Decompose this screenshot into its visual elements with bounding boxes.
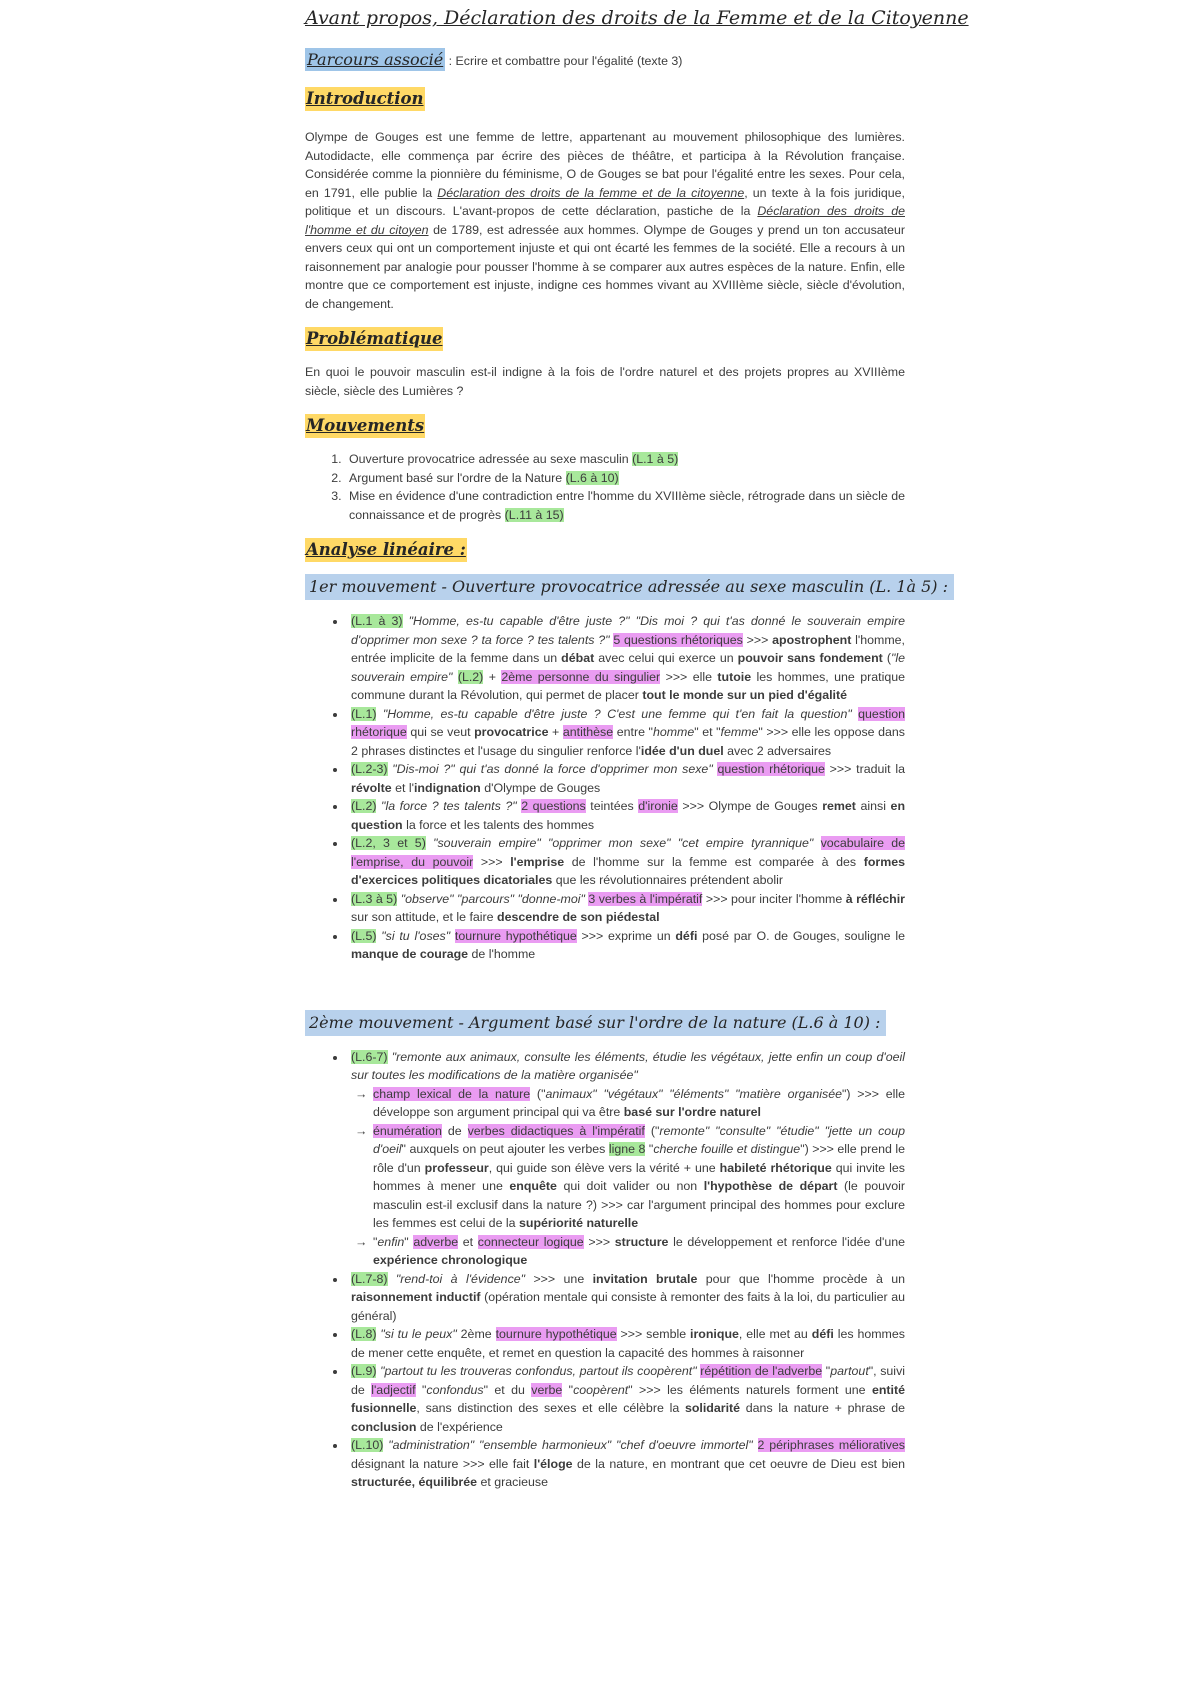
text-span: (L.3 à 5) <box>351 891 398 906</box>
text-span: l'éloge <box>533 1456 573 1471</box>
text-span: les hommes de mener cette enquête, et remet en question la capacité des hommes à raisonner <box>351 1327 905 1360</box>
text-span: 2ème <box>456 1327 496 1341</box>
text-span: invitation brutale <box>592 1271 698 1286</box>
text-span: ") >>> elle développe son argument principal qui va être <box>373 1086 906 1119</box>
text-span: "la force ? tes talents ?" <box>376 799 522 813</box>
text-span: (le pouvoir masculin est-il exclusif dans la nature ?) >>> car l'argument principal des hommes pour exclure les femmes est celui de la <box>373 1179 906 1230</box>
text-span: de l'homme sur la femme est comparée à des <box>564 854 864 869</box>
text-span: désignant la nature >>> elle fait <box>351 1456 534 1471</box>
text-span: >>> pour inciter l'homme <box>702 891 846 906</box>
text-span: descendre de son piédestal <box>497 910 660 924</box>
text-span: dans la nature + phrase de <box>740 1401 905 1415</box>
text-span: + <box>548 725 563 739</box>
text-span: débat <box>561 651 595 665</box>
intro-work-title-2: Déclaration des droits de l'homme et du citoyen <box>305 204 905 237</box>
text-span: remet <box>822 799 856 813</box>
text-span: ligne 8 <box>608 1142 646 1156</box>
text-span: + <box>483 669 502 684</box>
text-span: 2ème personne du singulier <box>501 669 661 684</box>
text-span: formes d'exercices politiques dicatoriales <box>351 854 906 887</box>
text-span: manque de courage <box>351 947 469 961</box>
text-span: confondus <box>426 1382 484 1397</box>
text-span: structure <box>614 1234 669 1249</box>
text-span: (" <box>530 1086 546 1101</box>
text-span: "administration" "ensemble harmonieux" "chef d'oeuvre immortel" <box>383 1438 758 1452</box>
text-span: "Dis-moi ?" qui t'as donné la force d'opprimer mon sexe" <box>387 762 718 776</box>
text-span: (L.2) <box>457 669 484 684</box>
text-span: à réfléchir <box>845 891 905 906</box>
text-span: (L.1) <box>351 706 377 721</box>
text-span: le développement et renforce l'idée d'une <box>668 1234 906 1249</box>
list-item <box>345 469 905 488</box>
text-span: sur son attitude, et le faire <box>351 910 498 924</box>
text-span: l'emprise <box>510 854 565 869</box>
text-span: (L.2) <box>351 799 377 813</box>
list-item <box>347 1362 905 1436</box>
document-title: Avant propos, Déclaration des droits de la Femme et de la Citoyenne <box>305 7 969 29</box>
text-span: animaux" "végétaux" "éléments" "matière organisée <box>545 1086 842 1101</box>
text-span: (opération mentale qui consiste à remonter des faits à la loi, du particulier au général) <box>351 1290 905 1323</box>
text-span: défi <box>675 928 698 943</box>
text-span: " <box>822 1364 831 1378</box>
text-span: "souverain empire" "opprimer mon sexe" "cet empire tyrannique" <box>425 836 821 850</box>
text-span: " <box>645 1142 654 1156</box>
text-span: remonte" "consulte" "étudie" "jette un coup d'oeil <box>373 1123 905 1156</box>
text-span: question rhétorique <box>351 706 905 739</box>
text-span: "si tu l'oses" <box>376 928 455 943</box>
list-item <box>347 705 905 761</box>
text-span: avec 2 adversaires <box>723 743 832 758</box>
list-item <box>347 760 905 797</box>
text-span: et gracieuse <box>477 1475 548 1489</box>
problematique-heading: Problématique <box>305 327 443 351</box>
introduction-paragraph <box>305 128 905 313</box>
introduction-heading: Introduction <box>305 87 425 111</box>
text-span: (L.10) <box>351 1438 384 1452</box>
text-span: qui doit valider ou non <box>556 1179 704 1193</box>
text-span: >>> Olympe de Gouges <box>677 799 823 813</box>
intro-text-1: Olympe de Gouges est une femme de lettre, appartenant au mouvement philosophique des lumières. Autodidacte, elle commença par écrire des pièces de théâtre, et participa à la Révolution française. Considérée comme la pionnière du féminisme, O de Gouges se bat pour l'égalité entre les sexes. Pour cela, en 1791, elle publie la <box>305 130 905 200</box>
text-span <box>452 670 457 684</box>
line-ref: (L.11 à 15) <box>504 507 564 522</box>
parcours-label: Parcours associé <box>307 50 444 69</box>
text-span: verbes didactiques à l'impératif <box>467 1123 645 1138</box>
text-span: , elle met au <box>738 1327 812 1341</box>
text-span: 2 questions <box>521 799 586 813</box>
intro-work-title-1: Déclaration des droits de la femme et de la citoyenne <box>437 185 745 200</box>
text-span: , sans distinction des sexes et elle célèbre la <box>416 1401 685 1415</box>
text-span: les hommes, une pratique commune durant la Révolution, qui permet de placer <box>351 669 905 702</box>
text-span: ainsi <box>855 799 891 813</box>
text-span: supériorité naturelle <box>519 1216 639 1230</box>
list-item <box>347 1436 905 1492</box>
text-span: teintées <box>585 799 639 813</box>
text-span: "remonte aux animaux, consulte les éléments, étudie les végétaux, jette enfin un coup d'oeil sur toutes les modifications de la matière organisée" <box>351 1049 905 1082</box>
text-span: connecteur logique <box>477 1234 584 1249</box>
text-span: raisonnement inductif <box>351 1290 481 1304</box>
text-span: >>> exprime un <box>576 928 676 943</box>
list-item <box>345 450 905 469</box>
text-span: (L.1 à 3) <box>351 614 403 628</box>
text-span: ") >>> elle prend le rôle d'un <box>373 1142 906 1175</box>
text-span: homme <box>652 725 695 739</box>
text-span: d'ironie <box>638 799 678 813</box>
text-span: >>> semble <box>616 1327 691 1341</box>
text-span: entité fusionnelle <box>351 1382 905 1415</box>
text-span: " <box>415 1382 427 1397</box>
sub-list-item <box>373 1233 905 1270</box>
text-span: répétition de l'adverbe <box>700 1364 823 1378</box>
list-item <box>347 612 905 705</box>
text-span: " et du <box>483 1382 532 1397</box>
text-span: enquête <box>509 1179 557 1193</box>
text-span: adverbe <box>413 1234 459 1249</box>
text-span: conclusion <box>351 1419 417 1434</box>
text-span: révolte <box>351 780 392 795</box>
text-span: cherche fouille et distingue <box>653 1142 801 1156</box>
text-span: (L.8) <box>351 1327 377 1341</box>
text-span: (L.9) <box>351 1364 377 1378</box>
movement-2-heading: 2ème mouvement - Argument basé sur l'ordre de la nature (L.6 à 10) : <box>305 1010 886 1036</box>
text-span: structurée, équilibrée <box>351 1475 478 1489</box>
text-span: énumération <box>373 1123 442 1138</box>
text-span: avec celui qui exerce un <box>594 651 738 665</box>
text-span: l'homme, entrée implicite de la femme dans un <box>351 632 905 665</box>
text-span: partout <box>830 1364 869 1378</box>
text-span: apostrophent <box>772 632 852 647</box>
text-span: tutoie <box>717 669 752 684</box>
parcours-text: : Ecrire et combattre pour l'égalité (texte 3) <box>445 54 683 68</box>
text-span: " <box>562 1382 574 1397</box>
text-span: tout le monde sur un pied d'égalité <box>642 688 847 702</box>
text-span: question rhétorique <box>717 762 825 776</box>
text-span: 2 périphrases mélioratives <box>757 1438 905 1452</box>
text-span: de la nature, en montrant que cet oeuvre de Dieu est bien <box>572 1456 905 1471</box>
sub-list-item <box>373 1085 905 1122</box>
text-span: tournure hypothétique <box>454 928 577 943</box>
text-span: champ lexical de la nature <box>373 1086 531 1101</box>
text-span: solidarité <box>684 1401 741 1415</box>
text-span: "Homme, es-tu capable d'être juste ? C'est une femme qui t'en fait la question" <box>376 706 859 721</box>
text-span: d'Olympe de Gouges <box>480 780 601 795</box>
text-span: l'hypothèse de départ <box>703 1179 838 1193</box>
mouvements-section <box>305 414 905 524</box>
text-span: Mise en évidence d'une contradiction entre l'homme du XVIIIème siècle, rétrograde dans un siècle de connaissance et de progrès <box>349 489 905 522</box>
text-span: expérience chronologique <box>373 1253 528 1267</box>
text-span: (L.2-3) <box>351 762 388 776</box>
text-span: >>> traduit la <box>824 762 905 776</box>
movement-1-heading: 1er mouvement - Ouverture provocatrice adressée au sexe masculin (L. 1à 5) : <box>305 574 954 600</box>
text-span: de l'expérience <box>416 1419 503 1434</box>
text-span: professeur <box>424 1160 489 1175</box>
text-span: ", suivi de <box>351 1364 906 1397</box>
text-span: >>> elle <box>660 669 718 684</box>
text-span: " et " <box>694 725 721 739</box>
text-span: qui invite les hommes à mener une <box>373 1160 905 1193</box>
text-span: >>> <box>583 1234 615 1249</box>
movement-2-list <box>305 1048 905 1492</box>
text-span: tournure hypothétique <box>495 1327 617 1341</box>
text-span: enfin <box>377 1234 405 1249</box>
text-span: ( <box>882 651 891 665</box>
text-span: la force et les talents des hommes <box>402 817 595 832</box>
introduction-section <box>305 87 905 313</box>
text-span: " auxquels on peut ajouter les verbes <box>401 1142 609 1156</box>
list-item <box>347 797 905 834</box>
text-span: (L.5) <box>351 928 377 943</box>
text-span: , qui guide son élève vers la vérité + une <box>488 1160 720 1175</box>
text-span: indignation <box>413 780 481 795</box>
line-ref: (L.1 à 5) <box>632 452 679 466</box>
text-span: et l' <box>391 780 414 795</box>
text-span: (L.6-7) <box>351 1049 388 1064</box>
text-span: >>> <box>473 854 511 869</box>
movement-2 <box>305 1010 905 1492</box>
text-span: "si tu le peux" <box>376 1327 457 1341</box>
text-span: habileté rhétorique <box>719 1160 832 1175</box>
text-span: vocabulaire de l'emprise, du pouvoir <box>351 836 906 869</box>
text-span: " <box>404 1234 414 1249</box>
analyse-section <box>305 538 948 1492</box>
text-span: verbe <box>531 1382 563 1397</box>
text-span: " >>> elle les oppose dans 2 phrases distinctes et l'usage du singulier renforce l' <box>351 725 905 758</box>
sub-list-item <box>373 1122 905 1233</box>
text-span: " <box>373 1234 378 1249</box>
mouvements-heading: Mouvements <box>305 414 425 438</box>
text-span: >>> <box>742 632 773 647</box>
text-span: que les révolutionnaires prétendent abolir <box>552 873 784 887</box>
text-span: défi <box>811 1327 834 1341</box>
analyse-heading: Analyse linéaire : <box>305 538 467 562</box>
text-span: "Homme, es-tu capable d'être juste ?" "Dis moi ? qui t'as donné le souverain empire d'opprimer mon sexe ? ta force ? tes talents ?" <box>351 614 905 647</box>
text-span: pouvoir sans fondement <box>737 651 883 665</box>
text-span: (L.7-8) <box>351 1271 388 1286</box>
text-span: ironique <box>690 1327 739 1341</box>
text-span: (L.2, 3 et 5) <box>351 836 426 850</box>
text-span: de l'homme <box>468 947 536 961</box>
document-page <box>305 0 969 1492</box>
problematique-section <box>305 327 905 400</box>
text-span: provocatrice <box>474 725 549 739</box>
list-item <box>347 1270 905 1326</box>
line-ref: (L.6 à 10) <box>565 470 619 485</box>
text-span: (" <box>644 1123 660 1138</box>
text-span: pour que l'homme procède à un <box>697 1271 905 1286</box>
text-span: qui se veut <box>406 725 475 739</box>
intro-text-2: , un texte à la fois juridique, politique et un discours. L'avant-propos de cette déclaration, pastiche de la <box>305 185 905 218</box>
movement-1 <box>305 574 948 964</box>
text-span: 3 verbes à l'impératif <box>588 891 703 906</box>
problematique-text: En quoi le pouvoir masculin est-il indigne à la fois de l'ordre naturel et des projets propres au XVIIIème siècle, siècle des Lumières ? <box>305 365 905 398</box>
list-item <box>347 927 905 964</box>
text-span: "rend-toi à l'évidence" <box>387 1271 526 1286</box>
sub-list <box>351 1085 905 1270</box>
text-span: l'adjectif <box>371 1382 416 1397</box>
parcours-line <box>305 48 905 73</box>
mouvements-list <box>305 450 905 524</box>
text-span: >>> une <box>525 1271 593 1286</box>
list-item <box>347 1325 905 1362</box>
text-span: "partout tu les trouveras confondus, partout ils coopèrent" <box>376 1364 701 1378</box>
text-span: entre " <box>613 725 653 739</box>
text-span: "observe" "parcours" "donne-moi" <box>397 891 589 906</box>
text-span: antithèse <box>562 725 614 739</box>
movement-1-list <box>305 612 905 964</box>
list-item <box>347 890 905 927</box>
text-span: 5 questions rhétoriques <box>613 632 743 647</box>
list-item <box>347 834 905 890</box>
text-span: en question <box>351 799 906 832</box>
text-span: "le souverain empire" <box>351 651 905 684</box>
text-span: coopèrent <box>573 1382 629 1397</box>
text-span: posé par O. de Gouges, souligne le <box>697 928 905 943</box>
text-span: idée d'un duel <box>640 743 724 758</box>
text-span: Ouverture provocatrice adressée au sexe masculin <box>349 452 633 466</box>
text-span: et <box>458 1234 478 1249</box>
text-span: femme <box>720 725 759 739</box>
text-span: " >>> les éléments naturels forment une <box>628 1382 872 1397</box>
text-span: de <box>441 1123 468 1138</box>
text-span: basé sur l'ordre naturel <box>623 1105 761 1119</box>
list-item <box>347 1048 905 1270</box>
list-item <box>345 487 905 524</box>
intro-text-3: de 1789, est adressée aux hommes. Olympe de Gouges y prend un ton accusateur envers ceux qui ont un comportement injuste et qui ont écarté les femmes de la société. Elle a recours à un raisonnement par analogie pour pousser l'homme à se comparer aux autres espèces de la nature. Enfin, elle montre que ce comportement est injuste, indigne ces hommes vivant au XVIIIème siècle, siècle d'évolution, de changement. <box>305 222 906 311</box>
text-span: Argument basé sur l'ordre de la Nature <box>349 470 566 485</box>
